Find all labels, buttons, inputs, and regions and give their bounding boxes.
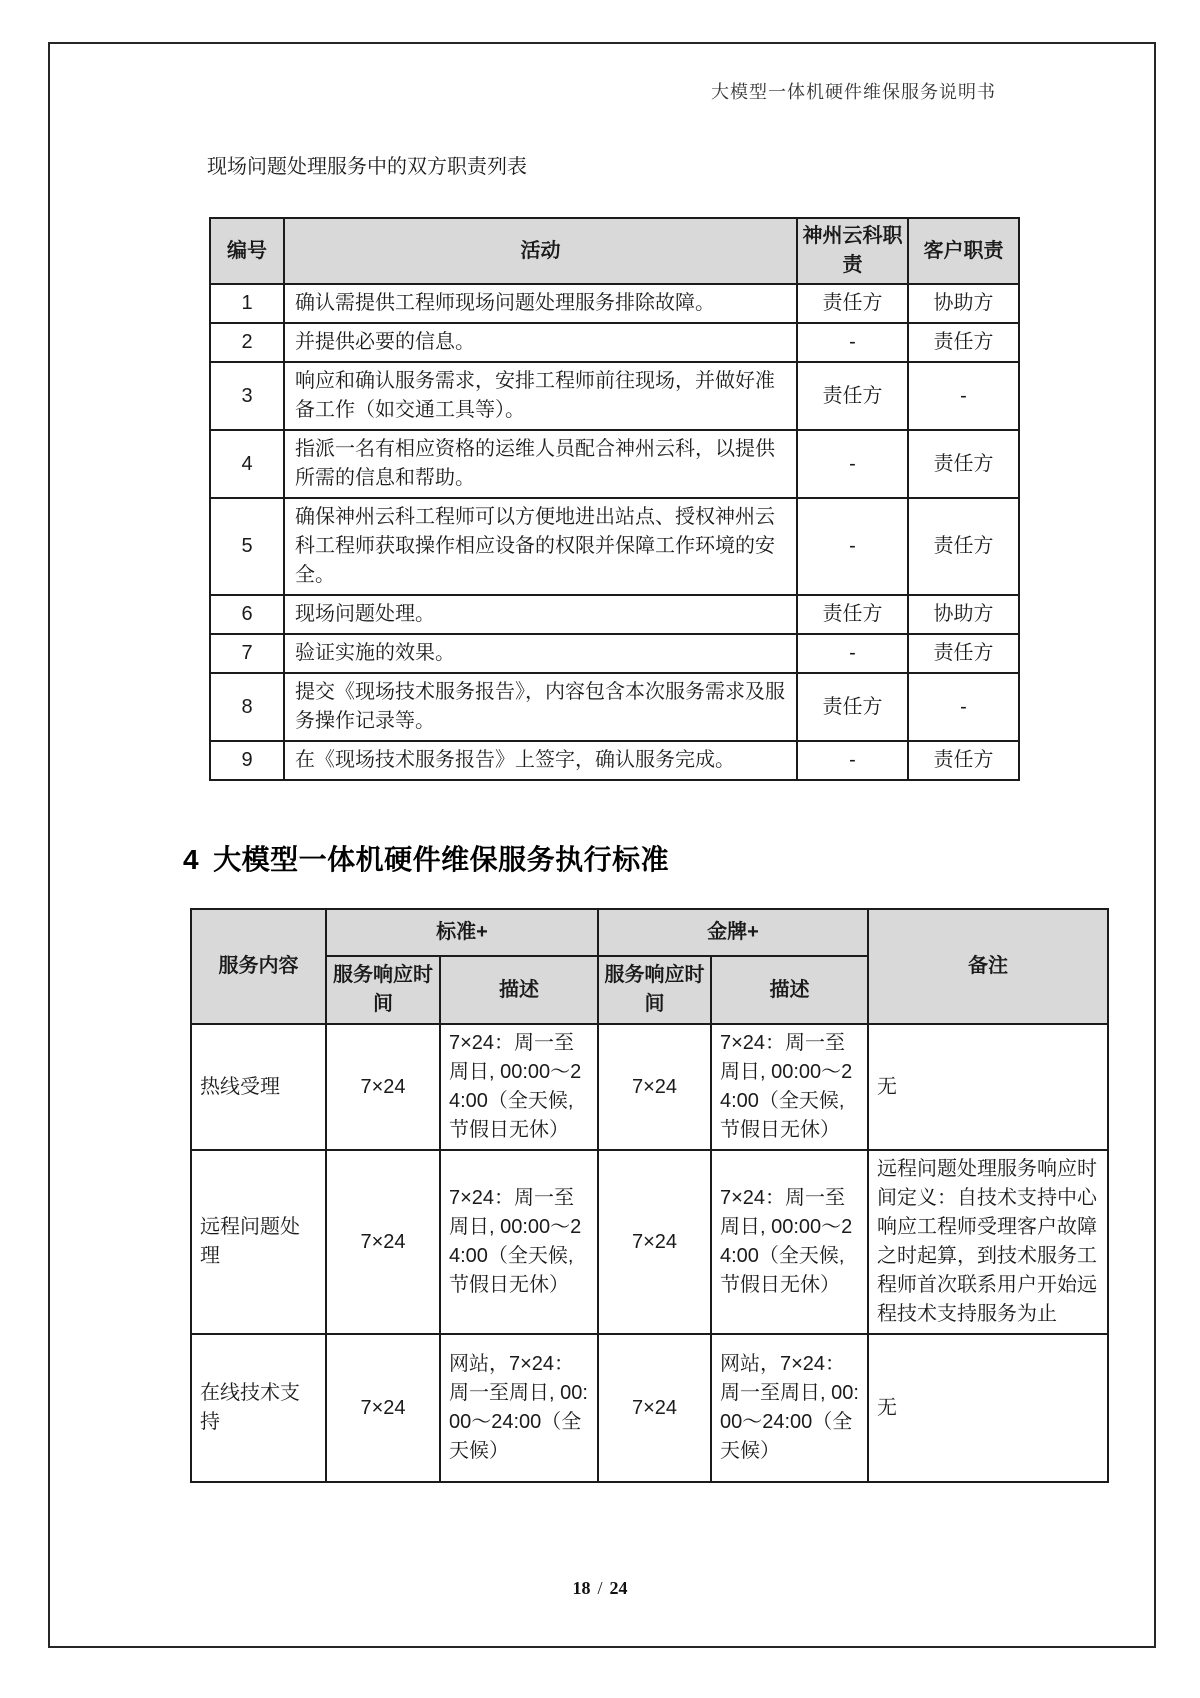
vendor-duty-cell: - [797,323,908,362]
std-description-cell: 7×24：周一至周日, 00:00～24:00（全天候, 节假日无休） [440,1024,598,1150]
row-number: 7 [210,634,284,673]
section-number: 4 [183,844,200,875]
col-header-std-response-time: 服务响应时间 [326,956,440,1024]
gold-response-time-cell: 7×24 [598,1334,711,1482]
col-header-gold-description: 描述 [711,956,868,1024]
col-header-customer-duty: 客户职责 [908,218,1019,284]
col-header-number: 编号 [210,218,284,284]
customer-duty-cell: 协助方 [908,595,1019,634]
responsibility-header-row [210,218,1019,284]
customer-duty-cell: 责任方 [908,323,1019,362]
activity-cell: 现场问题处理。 [284,595,797,634]
customer-duty-cell: 责任方 [908,430,1019,498]
page-number-separator: / [597,1578,603,1598]
activity-cell: 在《现场技术服务报告》上签字，确认服务完成。 [284,741,797,780]
gold-response-time-cell: 7×24 [598,1150,711,1334]
col-header-service-content: 服务内容 [191,909,326,1024]
customer-duty-cell: 协助方 [908,284,1019,323]
row-number: 3 [210,362,284,430]
vendor-duty-cell: 责任方 [797,284,908,323]
row-number: 1 [210,284,284,323]
col-header-remark: 备注 [868,909,1108,1024]
customer-duty-cell: 责任方 [908,498,1019,595]
section-heading [183,838,669,878]
vendor-duty-cell: 责任方 [797,595,908,634]
service-content-cell: 热线受理 [191,1024,326,1150]
remark-cell: 无 [868,1334,1108,1482]
sla-table [190,908,1109,1483]
std-response-time-cell: 7×24 [326,1024,440,1150]
activity-cell: 并提供必要的信息。 [284,323,797,362]
std-description-cell: 网站，7×24：周一至周日, 00:00～24:00（全天候） [440,1334,598,1482]
table-row [210,673,1019,741]
page-number-current: 18 [572,1578,591,1598]
row-number: 6 [210,595,284,634]
table-row [210,595,1019,634]
customer-duty-cell: - [908,362,1019,430]
vendor-duty-cell: 责任方 [797,673,908,741]
std-description-cell: 7×24：周一至周日, 00:00～24:00（全天候, 节假日无休） [440,1150,598,1334]
col-header-std-description: 描述 [440,956,598,1024]
col-header-standard-plus: 标准+ [326,909,598,956]
col-header-gold-response-time: 服务响应时间 [598,956,711,1024]
row-number: 2 [210,323,284,362]
activity-cell: 确保神州云科工程师可以方便地进出站点、授权神州云科工程师获取操作相应设备的权限并保障工作环境的安全。 [284,498,797,595]
responsibility-table [209,217,1020,781]
table-row [210,741,1019,780]
table-row [191,1150,1108,1334]
gold-description-cell: 网站，7×24：周一至周日, 00:00～24:00（全天候） [711,1334,868,1482]
activity-cell: 验证实施的效果。 [284,634,797,673]
page-footer [0,1578,1200,1599]
activity-cell: 指派一名有相应资格的运维人员配合神州云科，以提供所需的信息和帮助。 [284,430,797,498]
activity-cell: 提交《现场技术服务报告》，内容包含本次服务需求及服务操作记录等。 [284,673,797,741]
row-number: 9 [210,741,284,780]
activity-cell: 确认需提供工程师现场问题处理服务排除故障。 [284,284,797,323]
vendor-duty-cell: - [797,430,908,498]
table-row [210,634,1019,673]
table-row [210,284,1019,323]
col-header-activity: 活动 [284,218,797,284]
sla-header-row-top [191,909,1108,956]
row-number: 5 [210,498,284,595]
customer-duty-cell: - [908,673,1019,741]
section-title: 大模型一体机硬件维保服务执行标准 [213,844,670,875]
gold-description-cell: 7×24：周一至周日, 00:00～24:00（全天候, 节假日无休） [711,1150,868,1334]
customer-duty-cell: 责任方 [908,634,1019,673]
remark-cell: 远程问题处理服务响应时间定义：自技术支持中心响应工程师受理客户故障之时起算，到技术服务工程师首次联系用户开始远程技术支持服务为止 [868,1150,1108,1334]
std-response-time-cell: 7×24 [326,1150,440,1334]
page-number-total: 24 [609,1578,628,1598]
table-caption: 现场问题处理服务中的双方职责列表 [207,156,527,178]
col-header-vendor-duty: 神州云科职责 [797,218,908,284]
vendor-duty-cell: - [797,498,908,595]
service-content-cell: 在线技术支持 [191,1334,326,1482]
row-number: 8 [210,673,284,741]
vendor-duty-cell: 责任方 [797,362,908,430]
table-row [210,323,1019,362]
customer-duty-cell: 责任方 [908,741,1019,780]
document-title: 大模型一体机硬件维保服务说明书 [711,82,996,102]
table-row [210,362,1019,430]
std-response-time-cell: 7×24 [326,1334,440,1482]
col-header-gold-plus: 金牌+ [598,909,868,956]
table-row [191,1334,1108,1482]
table-row [191,1024,1108,1150]
vendor-duty-cell: - [797,741,908,780]
remark-cell: 无 [868,1024,1108,1150]
activity-cell: 响应和确认服务需求，安排工程师前往现场，并做好准备工作（如交通工具等）。 [284,362,797,430]
table-row [210,498,1019,595]
gold-description-cell: 7×24：周一至周日, 00:00～24:00（全天候, 节假日无休） [711,1024,868,1150]
gold-response-time-cell: 7×24 [598,1024,711,1150]
row-number: 4 [210,430,284,498]
table-row [210,430,1019,498]
vendor-duty-cell: - [797,634,908,673]
service-content-cell: 远程问题处理 [191,1150,326,1334]
document-header [0,78,996,104]
